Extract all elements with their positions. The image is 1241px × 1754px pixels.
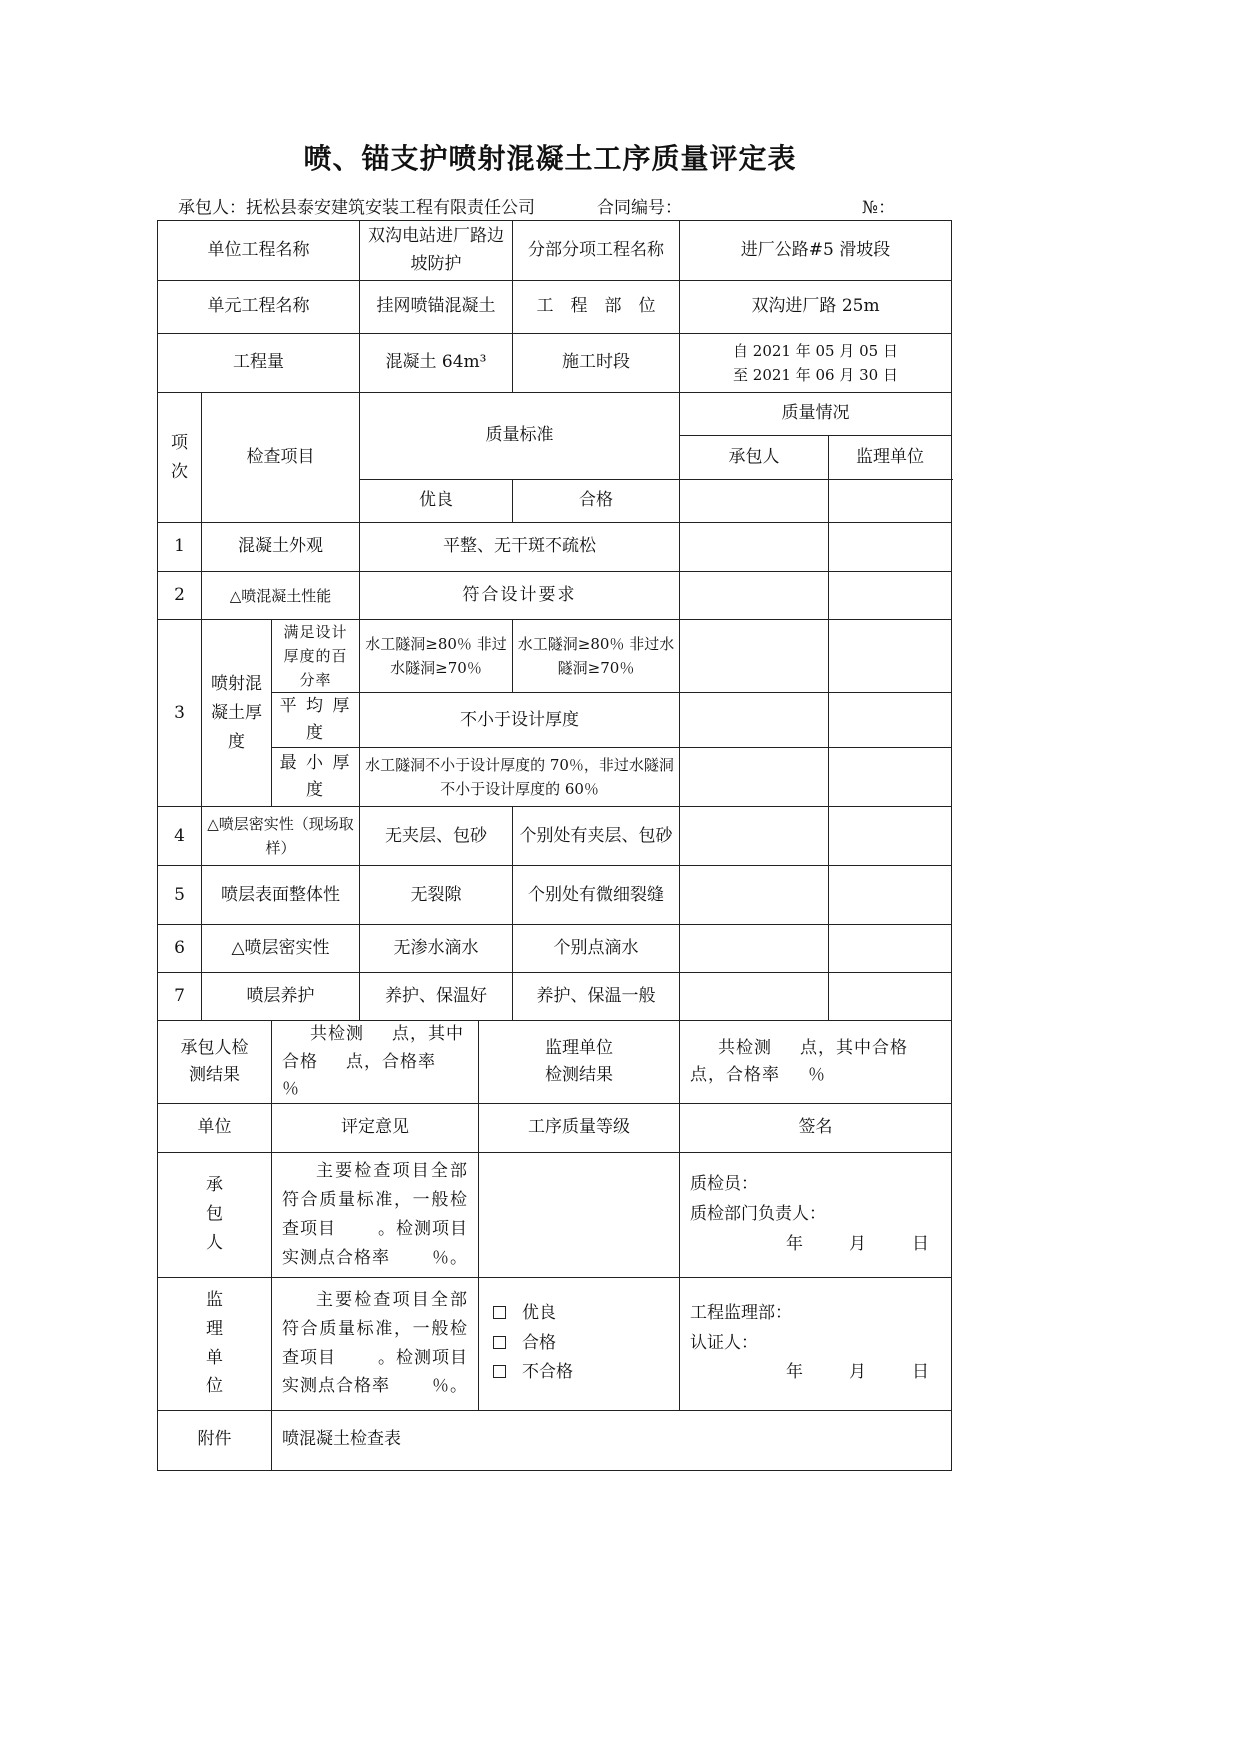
supervisor-results-text <box>680 1021 952 1104</box>
contractor-results-label <box>158 1021 272 1104</box>
grade-option[interactable] <box>493 1299 675 1329</box>
opinion-text-c: ％。 <box>432 1376 468 1397</box>
eval-supervisor-label <box>158 1277 272 1410</box>
row-standard: 符合设计要求 <box>360 572 680 620</box>
row-item: 喷层养护 <box>202 973 360 1021</box>
item-no-header-text: 项次 <box>171 432 188 482</box>
row-supervisor-status <box>829 866 952 925</box>
eval-supervisor-label-text: 监理单位 <box>206 1289 223 1397</box>
row-no: 6 <box>158 925 202 973</box>
supervisor-status-empty <box>829 480 952 523</box>
table-row <box>158 925 952 973</box>
table-row <box>158 748 952 807</box>
contractor-results-text <box>272 1021 479 1104</box>
quality-evaluation-table <box>157 220 952 1471</box>
row-no: 7 <box>158 973 202 1021</box>
sub-project-label: 分部分项工程名称 <box>513 221 680 281</box>
table-row <box>158 572 952 620</box>
grade-option[interactable] <box>493 1329 675 1359</box>
item-no-header <box>158 393 202 523</box>
contractor-date <box>690 1230 947 1260</box>
supervisor-opinion <box>272 1277 479 1410</box>
row-group-text: 喷射混凝土厚度 <box>211 673 262 752</box>
contract-no-label: 合同编号： <box>597 198 682 218</box>
results-text-a: 共检测 <box>718 1037 772 1058</box>
results-text-b: 点，其中合格 <box>800 1037 908 1058</box>
opinion-text-a: 主要检查项目全部符合质量标准，一般检查项目 <box>282 1160 468 1239</box>
results-text-a: 共检测 <box>310 1024 364 1045</box>
quality-status-header: 质量情况 <box>680 393 952 436</box>
unit-project-value: 双沟电站进厂路边坡防护 <box>360 221 513 281</box>
row-supervisor-status <box>829 807 952 866</box>
contractor-col-header: 承包人 <box>680 436 829 480</box>
row-supervisor-status <box>829 523 952 572</box>
element-label: 单元工程名称 <box>158 281 360 334</box>
row-excellent: 无裂隙 <box>360 866 513 925</box>
supervision-dept-label: 工程监理部： <box>690 1302 792 1323</box>
day-label: 日 <box>912 1233 930 1254</box>
contractor-opinion <box>272 1152 479 1277</box>
row-contractor-status <box>680 807 829 866</box>
number-label: №： <box>862 198 896 218</box>
checkbox-icon[interactable] <box>493 1365 506 1378</box>
dept-head-label: 质检部门负责人： <box>690 1203 826 1224</box>
year-label: 年 <box>786 1362 804 1383</box>
row-qualified: 个别处有微细裂缝 <box>513 866 680 925</box>
contractor-grade <box>479 1152 680 1277</box>
row-sub-standard: 不小于设计厚度 <box>360 693 680 748</box>
grade-option-label: 优良 <box>522 1302 556 1323</box>
attachment-label: 附件 <box>158 1410 272 1470</box>
results-text-d: ％ <box>282 1078 300 1099</box>
supervisor-date <box>690 1358 947 1388</box>
row-supervisor-status <box>829 693 952 748</box>
check-item-header: 检查项目 <box>202 393 360 523</box>
page-title: 喷、锚支护喷射混凝土工序质量评定表 <box>303 142 797 175</box>
row-item: △喷混凝土性能 <box>202 572 360 620</box>
excellent-header: 优良 <box>360 480 513 523</box>
month-label: 月 <box>849 1362 867 1383</box>
results-text-b: 点，其中合格 <box>282 1024 464 1072</box>
attachment-value: 喷混凝土检查表 <box>272 1410 952 1470</box>
row-supervisor-status <box>829 620 952 693</box>
element-value: 挂网喷锚混凝土 <box>360 281 513 334</box>
row-sub-item: 平 均 厚 度 <box>272 693 360 748</box>
opinion-text-b: 。检测项目实测点合格率 <box>282 1347 468 1397</box>
row-item: △喷层密实性 <box>202 925 360 973</box>
row-supervisor-status <box>829 925 952 973</box>
table-row <box>158 866 952 925</box>
row-qualified: 养护、保温一般 <box>513 973 680 1021</box>
row-contractor-status <box>680 925 829 973</box>
unit-project-label: 单位工程名称 <box>158 221 360 281</box>
row-contractor-status <box>680 973 829 1021</box>
supervisor-results-label <box>479 1021 680 1104</box>
opinion-text-c: ％。 <box>432 1247 468 1268</box>
table-row <box>158 620 952 693</box>
table-row <box>158 807 952 866</box>
table-row <box>158 693 952 748</box>
supervisor-col-header: 监理单位 <box>829 436 952 480</box>
checkbox-icon[interactable] <box>493 1306 506 1319</box>
qualified-header: 合格 <box>513 480 680 523</box>
row-no: 3 <box>158 620 202 807</box>
opinion-text-b: 。检测项目实测点合格率 <box>282 1218 468 1268</box>
row-sub-excellent: 水工隧洞≥80％ 非过水隧洞≥70％ <box>360 620 513 693</box>
row-supervisor-status <box>829 973 952 1021</box>
row-sub-standard: 水工隧洞不小于设计厚度的 70％，非过水隧洞不小于设计厚度的 60％ <box>360 748 680 807</box>
row-excellent: 养护、保温好 <box>360 973 513 1021</box>
contractor-results-label-text: 承包人检测结果 <box>180 1037 249 1086</box>
checkbox-icon[interactable] <box>493 1336 506 1349</box>
inspector-label: 质检员： <box>690 1174 758 1195</box>
period-to: 至 2021 年 06 月 30 日 <box>733 366 898 384</box>
eval-opinion-header: 评定意见 <box>272 1103 479 1152</box>
eval-unit-header: 单位 <box>158 1103 272 1152</box>
row-qualified: 个别点滴水 <box>513 925 680 973</box>
grade-checkboxes <box>479 1277 680 1410</box>
year-label: 年 <box>786 1233 804 1254</box>
row-contractor-status <box>680 866 829 925</box>
quantity-value: 混凝土 64m³ <box>360 334 513 393</box>
eval-contractor-label <box>158 1152 272 1277</box>
grade-option-label: 合格 <box>522 1332 556 1353</box>
day-label: 日 <box>912 1362 930 1383</box>
supervisor-results-label-text: 监理单位检测结果 <box>545 1037 613 1086</box>
row-contractor-status <box>680 620 829 693</box>
certifier-label: 认证人： <box>690 1332 758 1353</box>
eval-sign-header: 签名 <box>680 1103 952 1152</box>
table-row <box>158 523 952 572</box>
row-item: △喷层密实性（现场取样） <box>202 807 360 866</box>
eval-contractor-label-text: 承包人 <box>206 1175 223 1254</box>
period-from: 自 2021 年 05 月 05 日 <box>733 342 898 360</box>
row-excellent: 无夹层、包砂 <box>360 807 513 866</box>
sub-project-value: 进厂公路#5 滑坡段 <box>680 221 952 281</box>
grade-option[interactable] <box>493 1358 675 1388</box>
table-row <box>158 973 952 1021</box>
month-label: 月 <box>849 1233 867 1254</box>
row-sub-item: 最 小 厚 度 <box>272 748 360 807</box>
row-contractor-status <box>680 693 829 748</box>
standard-header: 质量标准 <box>360 393 680 480</box>
row-no: 1 <box>158 523 202 572</box>
supervisor-signature <box>680 1277 952 1410</box>
row-group <box>202 620 272 807</box>
row-no: 4 <box>158 807 202 866</box>
row-sub-item: 满足设计厚度的百分率 <box>272 620 360 693</box>
location-value: 双沟进厂路 25m <box>680 281 952 334</box>
row-qualified: 个别处有夹层、包砂 <box>513 807 680 866</box>
grade-option-label: 不合格 <box>522 1362 573 1383</box>
eval-grade-header: 工序质量等级 <box>479 1103 680 1152</box>
location-label: 工 程 部 位 <box>513 281 680 334</box>
results-text-d: ％ <box>808 1065 826 1086</box>
row-no: 5 <box>158 866 202 925</box>
row-supervisor-status <box>829 572 952 620</box>
row-item: 混凝土外观 <box>202 523 360 572</box>
row-item: 喷层表面整体性 <box>202 866 360 925</box>
row-contractor-status <box>680 572 829 620</box>
results-text-c: 点，合格率 <box>346 1051 436 1072</box>
opinion-text-a: 主要检查项目全部符合质量标准，一般检查项目 <box>282 1289 468 1368</box>
contractor-signature <box>680 1152 952 1277</box>
row-supervisor-status <box>829 748 952 807</box>
row-excellent: 无渗水滴水 <box>360 925 513 973</box>
contractor-status-empty <box>680 480 829 523</box>
row-contractor-status <box>680 523 829 572</box>
row-standard: 平整、无干斑不疏松 <box>360 523 680 572</box>
results-text-c: 点，合格率 <box>690 1065 780 1086</box>
period-value <box>680 334 952 393</box>
quantity-label: 工程量 <box>158 334 360 393</box>
contractor-label: 承包人：抚松县泰安建筑安装工程有限责任公司 <box>178 198 535 218</box>
row-no: 2 <box>158 572 202 620</box>
row-contractor-status <box>680 748 829 807</box>
row-sub-qualified: 水工隧洞≥80％ 非过水隧洞≥70％ <box>513 620 680 693</box>
period-label: 施工时段 <box>513 334 680 393</box>
